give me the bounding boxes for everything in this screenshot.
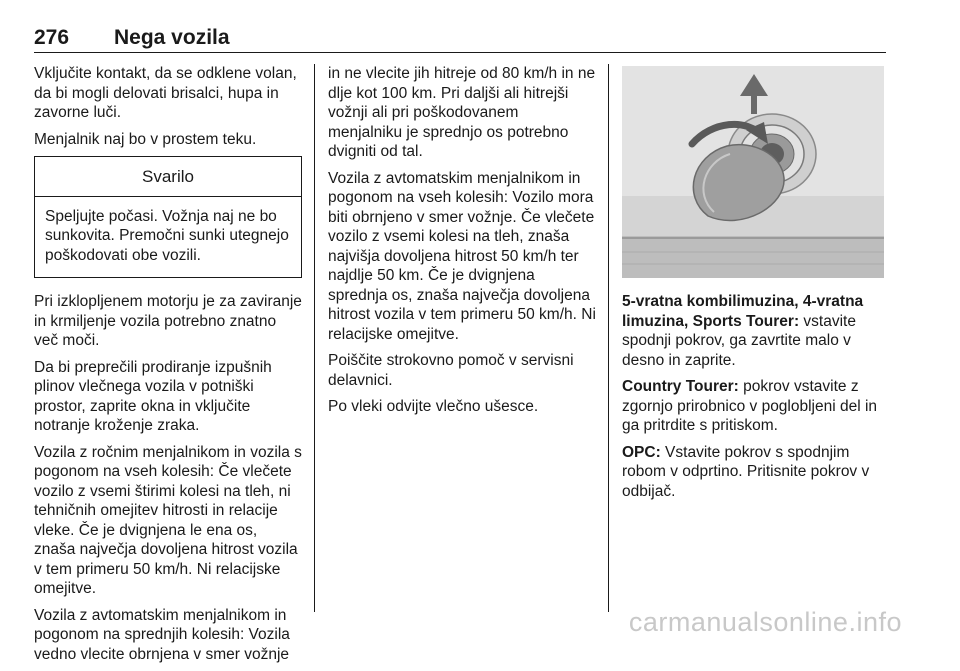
column-middle: [328, 64, 596, 424]
page-title: Nega vozila: [114, 26, 230, 49]
paragraph: [622, 292, 886, 370]
paragraph: Vključite kontakt, da se odklene volan, da bi mogli delovati brisalci, hupa in zavorne luči.: [34, 65, 297, 121]
paragraph: Menjalnik naj bo v prostem teku.: [34, 130, 257, 148]
paragraph-text: pokrov vstavite z zgornjo prirobnico v poglobljeni del in ga pritrdite s pritiskom.: [622, 378, 878, 434]
column-divider: [608, 64, 609, 612]
paragraph: [622, 377, 886, 436]
paragraph: Vozila z ročnim menjalnikom in vozila s pogonom na vseh kolesih: Če vlečete vozilo z vsemi štirimi kolesi na tleh, ni tehničnih omejitev hitrosti in relacije vleke. Če je dvignjena le ena os, znaša največja dovoljena hitrost vozila v tem primeru 50 km/h. Ni relacijske omejitve.: [34, 443, 302, 597]
paragraph: Da bi preprečili prodiranje izpušnih plinov vlečnega vozila v potniški prostor, zaprite okna in vključite notranje kroženje zraka.: [34, 358, 272, 434]
paragraph: Vozila z avtomatskim menjalnikom in pogonom na sprednjih kolesih: Vozila vedno vlecite obrnjena v smer vožnje: [34, 606, 290, 663]
watermark: carmanualsonline.info: [628, 607, 902, 637]
warning-text: Speljujte počasi. Vožnja naj ne bo sunkovita. Premočni sunki utegnejo poškodovati obe vozili.: [45, 207, 289, 264]
paragraph-text: Vstavite pokrov s spodnjim robom v odprtino. Pritisnite pokrov v odbijač.: [622, 443, 870, 500]
paragraph: Poiščite strokovno pomoč v servisni delavnici.: [328, 352, 574, 389]
column-left: [34, 64, 302, 671]
paragraph-label: OPC:: [622, 443, 661, 461]
tow-eye-cover-image: [622, 66, 884, 278]
paragraph-label: 5-vratna kombilimuzina, 4-vratna limuzina, Sports Tourer:: [622, 293, 864, 330]
page-number: 276: [34, 26, 70, 49]
column-right: [622, 292, 886, 508]
paragraph: [622, 443, 886, 502]
paragraph-text: vstavite spodnji pokrov, ga zavrtite malo v desno in zaprite.: [622, 312, 856, 369]
warning-box: [34, 156, 302, 278]
page-header: [34, 22, 886, 53]
tow-eye-cover-illustration: [622, 66, 884, 278]
paragraph-label: Country Tourer:: [622, 378, 739, 395]
paragraph: in ne vlecite jih hitreje od 80 km/h in ne dlje kot 100 km. Pri daljši ali hitrejši vožnji ali pri poškodovanem menjalniku je sprednjo os potrebno dvigniti od tal.: [328, 65, 596, 160]
warning-title: Svarilo: [35, 157, 301, 197]
paragraph: Vozila z avtomatskim menjalnikom in pogonom na vseh kolesih: Vozilo mora biti obrnjeno v smer vožnje. Če vlečete vozilo z vsemi kolesi na tleh, znaša najvišja dovoljena hitrost 50 km/h ter najdlje 50 km. Če je dvignjena sprednja os, znaša največja dovoljena hitrost vozila v tem primeru 50 km/h. Ni relacijske omejitve.: [328, 169, 596, 343]
paragraph: Po vleki odvijte vlečno ušesce.: [328, 398, 539, 415]
column-divider: [314, 64, 315, 612]
paragraph: Pri izklopljenem motorju je za zaviranje in krmiljenje vozila potrebno znatno več moči.: [34, 293, 302, 349]
